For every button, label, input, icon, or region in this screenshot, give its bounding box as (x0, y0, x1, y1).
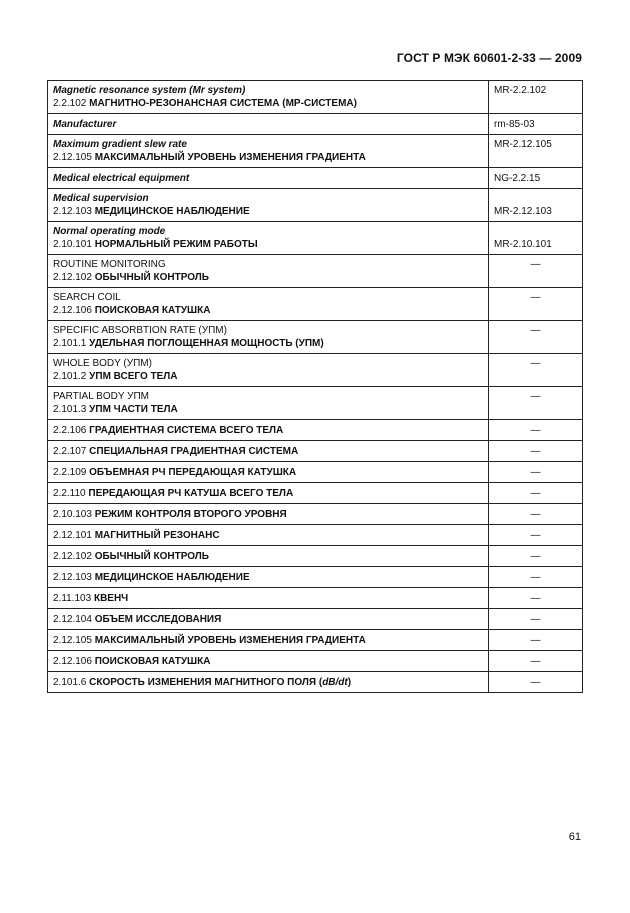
term-cell (48, 546, 489, 567)
term-cell (48, 168, 489, 189)
russian-term: НОРМАЛЬНЫЙ РЕЖИМ РАБОТЫ (94, 239, 258, 250)
russian-term: МАГНИТНО-РЕЗОНАНСНАЯ СИСТЕМА (МР-СИСТЕМА) (89, 98, 357, 109)
russian-term: МАКСИМАЛЬНЫЙ УРОВЕНЬ ИЗМЕНЕНИЯ ГРАДИЕНТА (94, 152, 366, 163)
term-cell (48, 255, 489, 288)
term-number: 2.12.105 (53, 635, 92, 646)
table-row (48, 525, 583, 546)
term-number: 2.12.105 (53, 152, 92, 163)
reference-cell: — (489, 672, 583, 693)
russian-term: МЕДИЦИНСКОЕ НАБЛЮДЕНИЕ (94, 206, 250, 217)
reference-cell: — (489, 525, 583, 546)
english-term: Manufacturer (53, 119, 117, 130)
reference-cell: — (489, 255, 583, 288)
term-number: 2.12.106 (53, 305, 92, 316)
english-term: Normal operating mode (53, 226, 166, 237)
term-cell (48, 651, 489, 672)
table-row (48, 567, 583, 588)
term-cell (48, 630, 489, 651)
term-number: 2.12.102 (53, 272, 92, 283)
reference-cell: — (489, 483, 583, 504)
russian-term: КВЕНЧ (93, 593, 129, 604)
term-number: 2.12.106 (53, 656, 92, 667)
english-term: SPECIFIC ABSORBTION RATE (УПМ) (53, 325, 227, 336)
russian-term: МЕДИЦИНСКОЕ НАБЛЮДЕНИЕ (94, 572, 250, 583)
table-row (48, 135, 583, 168)
table-row (48, 546, 583, 567)
terms-table-body (48, 81, 583, 693)
term-number: 2.12.102 (53, 551, 92, 562)
document-header: ГОСТ Р МЭК 60601-2-33 — 2009 (396, 51, 582, 65)
term-cell (48, 609, 489, 630)
table-row (48, 651, 583, 672)
english-term: Medical electrical equipment (53, 173, 190, 184)
term-cell (48, 114, 489, 135)
table-row (48, 609, 583, 630)
table-row (48, 504, 583, 525)
term-cell (48, 462, 489, 483)
english-term: Medical supervision (53, 193, 149, 204)
term-cell (48, 321, 489, 354)
table-row (48, 255, 583, 288)
term-cell (48, 420, 489, 441)
term-number: 2.11.103 (53, 593, 92, 604)
term-cell (48, 441, 489, 462)
term-number: 2.2.106 (53, 425, 87, 436)
reference-cell: — (489, 462, 583, 483)
reference-cell: — (489, 588, 583, 609)
term-number: 2.2.109 (53, 467, 87, 478)
table-row (48, 168, 583, 189)
term-cell (48, 672, 489, 693)
term-cell (48, 483, 489, 504)
english-term: SEARCH COIL (53, 292, 121, 303)
reference-cell: MR-2.12.103 (489, 189, 583, 222)
reference-cell: — (489, 420, 583, 441)
table-row (48, 321, 583, 354)
term-cell (48, 189, 489, 222)
reference-cell: — (489, 288, 583, 321)
term-number: 2.101.1 (53, 338, 87, 349)
table-row (48, 114, 583, 135)
table-row (48, 420, 583, 441)
term-number: 2.2.102 (53, 98, 87, 109)
russian-term: ОБЪЕМНАЯ РЧ ПЕРЕДАЮЩАЯ КАТУШКА (89, 467, 297, 478)
table-row (48, 441, 583, 462)
russian-term: МАКСИМАЛЬНЫЙ УРОВЕНЬ ИЗМЕНЕНИЯ ГРАДИЕНТА (94, 635, 366, 646)
russian-term: УДЕЛЬНАЯ ПОГЛОЩЕННАЯ МОЩНОСТЬ (УПМ) (89, 338, 324, 349)
reference-cell: — (489, 546, 583, 567)
russian-term: СКОРОСТЬ ИЗМЕНЕНИЯ МАГНИТНОГО ПОЛЯ ( (89, 677, 323, 688)
table-row (48, 189, 583, 222)
table-row (48, 387, 583, 420)
english-term: Magnetic resonance system (Mr system) (53, 85, 246, 96)
term-number: 2.12.103 (53, 206, 92, 217)
english-term: Maximum gradient slew rate (53, 139, 187, 150)
reference-cell: MR-2.12.105 (489, 135, 583, 168)
term-number: 2.12.104 (53, 614, 92, 625)
russian-term-suffix: ) (347, 677, 352, 688)
reference-cell: — (489, 609, 583, 630)
term-cell (48, 588, 489, 609)
russian-term: ПЕРЕДАЮЩАЯ РЧ КАТУША ВСЕГО ТЕЛА (88, 488, 294, 499)
term-cell (48, 288, 489, 321)
page-number: 61 (568, 831, 581, 843)
term-number: 2.12.103 (53, 572, 92, 583)
russian-term: ПОИСКОВАЯ КАТУШКА (94, 656, 211, 667)
russian-term: ОБЫЧНЫЙ КОНТРОЛЬ (94, 551, 209, 562)
term-number: 2.12.101 (53, 530, 92, 541)
english-term: WHOLE BODY (УПМ) (53, 358, 152, 369)
table-row (48, 288, 583, 321)
reference-cell: — (489, 387, 583, 420)
term-number: 2.101.6 (53, 677, 87, 688)
english-term: PARTIAL BODY УПМ (53, 391, 149, 402)
table-row (48, 462, 583, 483)
term-cell (48, 222, 489, 255)
reference-cell: — (489, 321, 583, 354)
russian-term: МАГНИТНЫЙ РЕЗОНАНС (94, 530, 220, 541)
term-number: 2.2.110 (53, 488, 86, 499)
reference-cell: — (489, 504, 583, 525)
english-term: ROUTINE MONITORING (53, 259, 166, 270)
table-row (48, 588, 583, 609)
reference-cell: — (489, 441, 583, 462)
term-cell (48, 354, 489, 387)
reference-cell: — (489, 567, 583, 588)
reference-cell: — (489, 630, 583, 651)
term-cell (48, 387, 489, 420)
reference-cell: MR-2.2.102 (489, 81, 583, 114)
table-row (48, 81, 583, 114)
term-number: 2.10.101 (53, 239, 92, 250)
russian-term-italic: dB/dt (322, 677, 348, 688)
term-number: 2.101.3 (53, 404, 87, 415)
russian-term: РЕЖИМ КОНТРОЛЯ ВТОРОГО УРОВНЯ (94, 509, 287, 520)
reference-cell: NG-2.2.15 (489, 168, 583, 189)
term-cell (48, 135, 489, 168)
term-cell (48, 525, 489, 546)
table-row (48, 483, 583, 504)
russian-term: УПМ ВСЕГО ТЕЛА (89, 371, 178, 382)
russian-term: ОБЫЧНЫЙ КОНТРОЛЬ (94, 272, 209, 283)
table-row (48, 672, 583, 693)
reference-cell: rm-85-03 (489, 114, 583, 135)
russian-term: СПЕЦИАЛЬНАЯ ГРАДИЕНТНАЯ СИСТЕМА (89, 446, 299, 457)
term-cell (48, 81, 489, 114)
reference-cell: — (489, 354, 583, 387)
russian-term: ПОИСКОВАЯ КАТУШКА (94, 305, 211, 316)
reference-cell: — (489, 651, 583, 672)
table-row (48, 222, 583, 255)
term-number: 2.101.2 (53, 371, 87, 382)
term-number: 2.10.103 (53, 509, 92, 520)
reference-cell: MR-2.10.101 (489, 222, 583, 255)
russian-term: ГРАДИЕНТНАЯ СИСТЕМА ВСЕГО ТЕЛА (89, 425, 284, 436)
russian-term: ОБЪЕМ ИССЛЕДОВАНИЯ (94, 614, 222, 625)
terms-index-table (47, 80, 583, 693)
table-row (48, 630, 583, 651)
term-number: 2.2.107 (53, 446, 87, 457)
term-cell (48, 567, 489, 588)
russian-term: УПМ ЧАСТИ ТЕЛА (89, 404, 178, 415)
term-cell (48, 504, 489, 525)
table-row (48, 354, 583, 387)
